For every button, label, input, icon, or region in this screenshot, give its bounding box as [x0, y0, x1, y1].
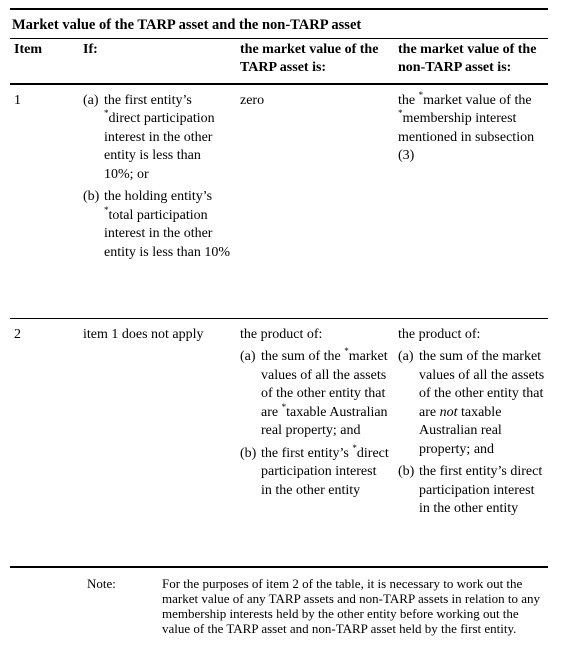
row-item-number: 1 [14, 92, 21, 108]
row-nontarp-value [389, 326, 548, 562]
note-text: For the purposes of item 2 of the table, it is necessary to work out the market value of any TARP assets and non-TARP assets in relation to any membership interests held by the other entity before working out the value of the TARP asset and non-TARP asset held by the first entity. [162, 575, 540, 636]
defined-term-star: * [344, 346, 349, 356]
table-header-row [10, 39, 548, 83]
para-label: (a) [398, 349, 414, 364]
defined-term-star: * [418, 89, 424, 100]
defined-term-star: * [398, 108, 403, 118]
header-item: Item [14, 41, 42, 57]
para-text: the first entity’s direct participation interest in the other entity [419, 464, 543, 516]
condition-a [83, 92, 231, 185]
para-label: (a) [240, 349, 256, 364]
row-condition: item 1 does not apply [83, 326, 204, 342]
para-label: (b) [83, 189, 100, 204]
nontarp-para-b [398, 463, 548, 519]
intro-text: the product of: [240, 326, 323, 342]
row-tarp-value [231, 326, 389, 562]
para-label: (a) [83, 92, 99, 108]
defined-term-star: * [104, 204, 109, 215]
bottom-rule [10, 566, 548, 568]
header-if: If: [83, 41, 98, 57]
row-nontarp-value: the *market value of the *membership interest mentioned in subsection (3) [398, 89, 535, 163]
header-nontarp-value: the market value of the non-TARP asset is: [398, 41, 537, 75]
row-condition [74, 92, 231, 314]
defined-term-star: * [281, 401, 287, 412]
para-label: (b) [240, 445, 257, 461]
condition-b [83, 188, 231, 262]
row-item-number: 2 [14, 326, 21, 342]
tarp-para-b: (b) the first entity’s *direct participation interest in the other entity [240, 445, 389, 501]
nontarp-para-a: (a) the sum of the market values of all the assets of the other entity that are not taxable Australian real property; and [398, 348, 548, 459]
para-text: the holding entity’s [104, 189, 213, 204]
para-text: total participation interest in the other entity is less than 10% [104, 207, 230, 260]
defined-term-star: * [104, 108, 109, 118]
table-caption: Market value of the TARP asset and the non-TARP asset [12, 17, 362, 33]
header-tarp-value: the market value of the TARP asset is: [240, 41, 379, 75]
note-label: Note: [87, 575, 116, 591]
emphasis-text: not [439, 404, 458, 420]
tarp-table-document [10, 8, 548, 636]
para-label: (b) [398, 464, 415, 479]
row-tarp-value: zero [240, 92, 265, 108]
intro-text: the product of: [398, 326, 481, 342]
tarp-para-a: (a) the sum of the *market values of all the assets of the other entity that are *taxable Australian real property; and [240, 348, 389, 441]
para-text: direct participation interest in the other entity is less than 10%; or [104, 111, 215, 182]
defined-term-star: * [352, 442, 357, 453]
table-row [10, 319, 548, 566]
table-row [10, 85, 548, 318]
table-note [10, 576, 548, 636]
para-text: the first entity’s [104, 92, 192, 108]
